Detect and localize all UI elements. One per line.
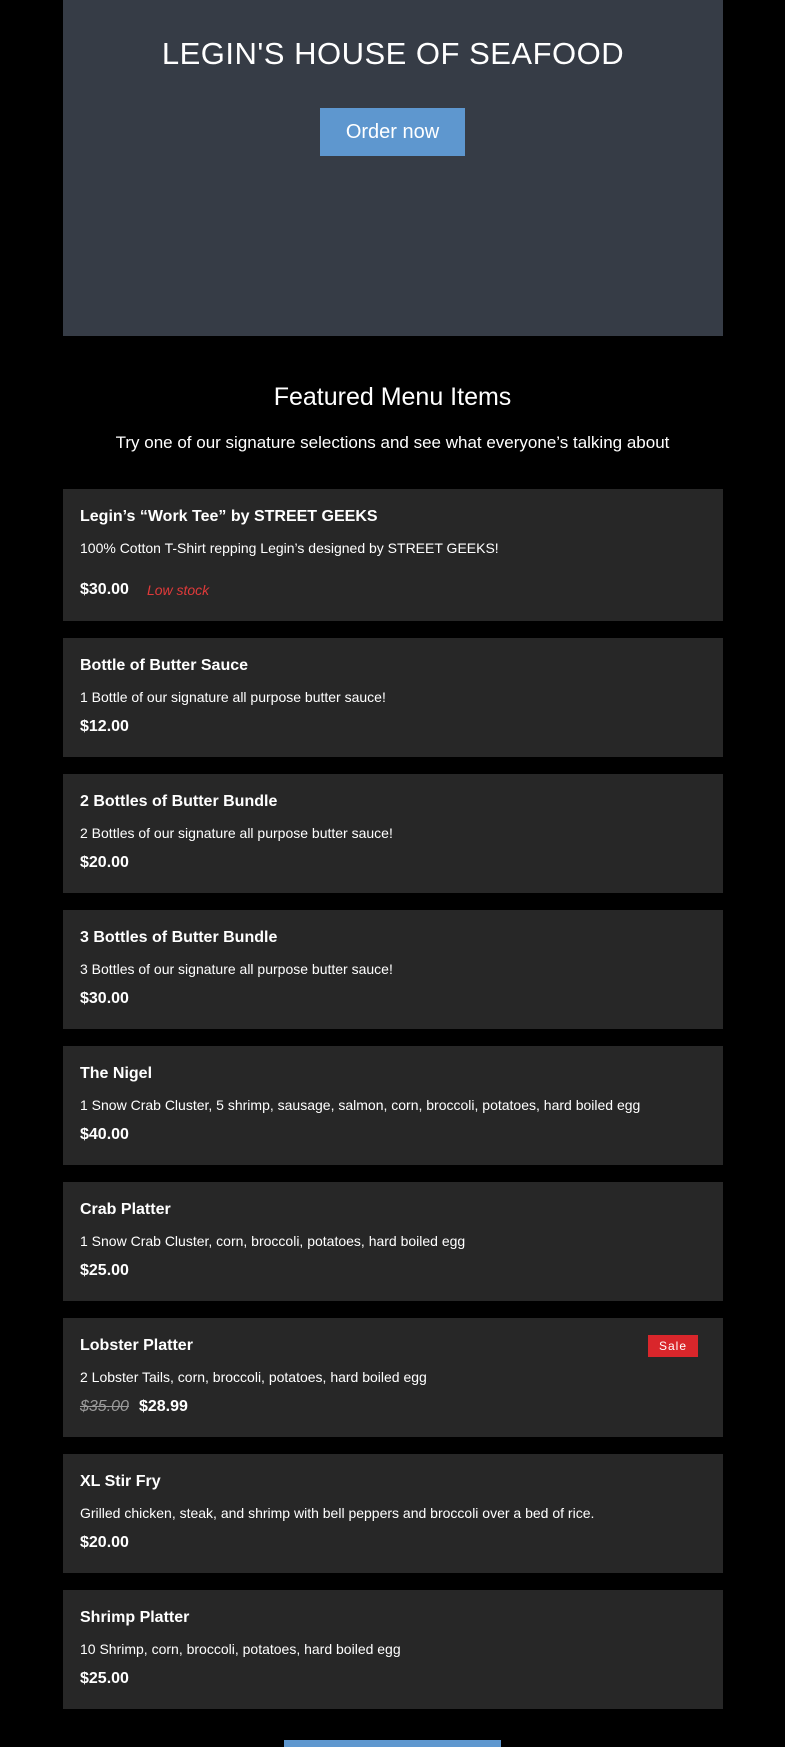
hero-banner [63, 0, 723, 336]
product-card[interactable] [63, 774, 723, 893]
product-price: $25.00 [80, 1262, 129, 1279]
product-price: $28.99 [138, 1398, 188, 1415]
sale-badge: Sale [648, 1335, 698, 1357]
product-title[interactable]: 2 Bottles of Butter Bundle [80, 793, 278, 810]
featured-title: Featured Menu Items [273, 383, 512, 411]
product-description: 1 Snow Crab Cluster, corn, broccoli, potatoes, hard boiled egg [80, 1233, 466, 1249]
order-now-button[interactable]: Order now [320, 108, 465, 156]
price-row [80, 989, 706, 1009]
product-price: $20.00 [80, 1534, 129, 1551]
view-all-button[interactable] [284, 1740, 501, 1747]
product-title[interactable]: Crab Platter [80, 1201, 171, 1218]
product-card[interactable] [63, 1046, 723, 1165]
product-description: Grilled chicken, steak, and shrimp with bell peppers and broccoli over a bed of rice. [80, 1505, 595, 1521]
price-row [80, 853, 706, 873]
product-description: 1 Snow Crab Cluster, 5 shrimp, sausage, salmon, corn, broccoli, potatoes, hard boiled egg [80, 1097, 641, 1113]
original-price: $35.00 [80, 1398, 129, 1415]
product-card[interactable] [63, 1454, 723, 1573]
product-card[interactable] [63, 910, 723, 1029]
product-title[interactable]: XL Stir Fry [80, 1473, 161, 1490]
price-row [80, 717, 706, 737]
product-title[interactable]: Lobster Platter [80, 1337, 193, 1354]
product-title[interactable]: Legin’s “Work Tee” by STREET GEEKS [80, 508, 378, 525]
product-card[interactable] [63, 638, 723, 757]
product-price: $12.00 [80, 718, 129, 735]
product-card[interactable] [63, 1318, 723, 1437]
product-title[interactable]: Shrimp Platter [80, 1609, 190, 1626]
product-description: 10 Shrimp, corn, broccoli, potatoes, hard boiled egg [80, 1641, 401, 1657]
product-list [63, 489, 723, 1726]
product-description: 3 Bottles of our signature all purpose butter sauce! [80, 961, 393, 977]
featured-subtitle: Try one of our signature selections and see what everyone’s talking about [115, 433, 670, 452]
product-price: $30.00 [80, 990, 129, 1007]
price-row [80, 1261, 706, 1281]
product-card[interactable] [63, 489, 723, 621]
low-stock-label: Low stock [146, 582, 210, 598]
product-price: $25.00 [80, 1670, 129, 1687]
price-row [80, 580, 706, 600]
product-title[interactable]: The Nigel [80, 1065, 153, 1082]
product-card[interactable] [63, 1182, 723, 1301]
product-description: 1 Bottle of our signature all purpose butter sauce! [80, 689, 386, 705]
product-description: 100% Cotton T-Shirt repping Legin’s designed by STREET GEEKS! [80, 540, 499, 556]
product-title[interactable]: 3 Bottles of Butter Bundle [80, 929, 278, 946]
price-row [80, 1669, 706, 1689]
product-price: $30.00 [80, 581, 129, 598]
price-row [80, 1397, 706, 1417]
product-title[interactable]: Bottle of Butter Sauce [80, 657, 249, 674]
product-price: $20.00 [80, 854, 129, 871]
hero-title: LEGIN'S HOUSE OF SEAFOOD [161, 36, 625, 71]
product-description: 2 Lobster Tails, corn, broccoli, potatoes, hard boiled egg [80, 1369, 427, 1385]
product-description: 2 Bottles of our signature all purpose butter sauce! [80, 825, 393, 841]
product-price: $40.00 [80, 1126, 129, 1143]
price-row [80, 1533, 706, 1553]
price-row [80, 1125, 706, 1145]
product-card[interactable] [63, 1590, 723, 1709]
